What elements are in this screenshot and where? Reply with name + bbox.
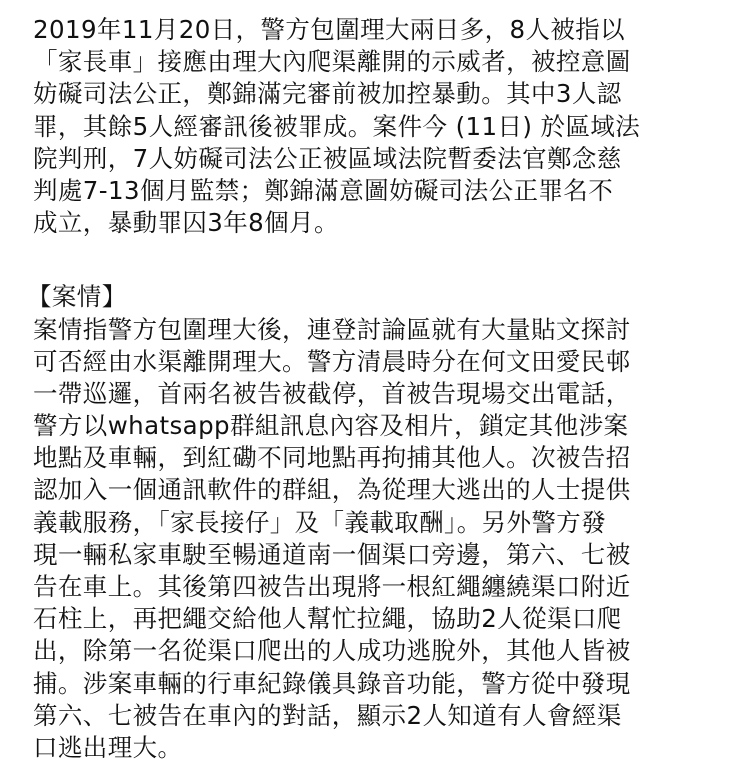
text-line: 可否經由水渠離開理大。警方清晨時分在何文田愛民邨 <box>33 346 631 376</box>
text-line: 義載服務，「家長接仔」及「義載取酬」。另外警方發 <box>33 507 607 537</box>
text-line: 罪，其餘5人經審訊後被罪成。案件今 (11日) 於區域法 <box>33 111 641 141</box>
text-line: 捕。涉案車輛的行車紀錄儀具錄音功能，警方從中發現 <box>33 668 631 698</box>
text-line: 成立，暴動罪囚3年8個月。 <box>33 208 339 238</box>
text-line: 認加入一個通訊軟件的群組，為從理大逃出的人士提供 <box>33 475 631 505</box>
text-line: 案情指警方包圍理大後，連登討論區就有大量貼文探討 <box>33 314 631 344</box>
text-line: 第六、七被告在車內的對話，顯示2人知道有人會經渠 <box>33 700 622 730</box>
paragraph-verdict-summary <box>33 14 723 239</box>
text-line: 出，除第一名從渠口爬出的人成功逃脫外，其他人皆被 <box>33 636 631 666</box>
text-line: 告在車上。其後第四被告出現將一根紅繩纏繞渠口附近 <box>33 572 631 601</box>
text-line: 「家長車」接應由理大內爬渠離開的示威者，被控意圖 <box>33 47 631 77</box>
text-line: 現一輛私家車駛至暢通道南一個渠口旁邊，第六、七被 <box>33 539 631 569</box>
text-line: 地點及車輛，到紅磡不同地點再拘捕其他人。次被告招 <box>33 443 631 473</box>
text-line: 2019年11月20日，警方包圍理大兩日多，8人被指以 <box>33 15 626 44</box>
text-line: 石柱上，再把繩交給他人幫忙拉繩，協助2人從渠口爬 <box>33 604 622 634</box>
text-line: 判處7-13個月監禁；鄭錦滿意圖妨礙司法公正罪名不 <box>33 175 614 205</box>
paragraph-spacer <box>33 239 723 281</box>
paragraph-case-details <box>33 314 723 765</box>
article-body <box>27 14 723 764</box>
text-line: 口逃出理大。 <box>33 732 183 762</box>
section-heading: 【案情】 <box>27 282 127 312</box>
text-line: 妨礙司法公正，鄭錦滿完審前被加控暴動。其中3人認 <box>33 79 622 109</box>
text-line: 院判刑，7人妨礙司法公正被區域法院暫委法官鄭念慈 <box>33 143 622 173</box>
text-line: 警方以whatsapp群組訊息內容及相片，鎖定其他涉案 <box>33 411 629 441</box>
text-line: 一帶巡邏，首兩名被告被截停，首被告現場交出電話， <box>33 378 631 408</box>
